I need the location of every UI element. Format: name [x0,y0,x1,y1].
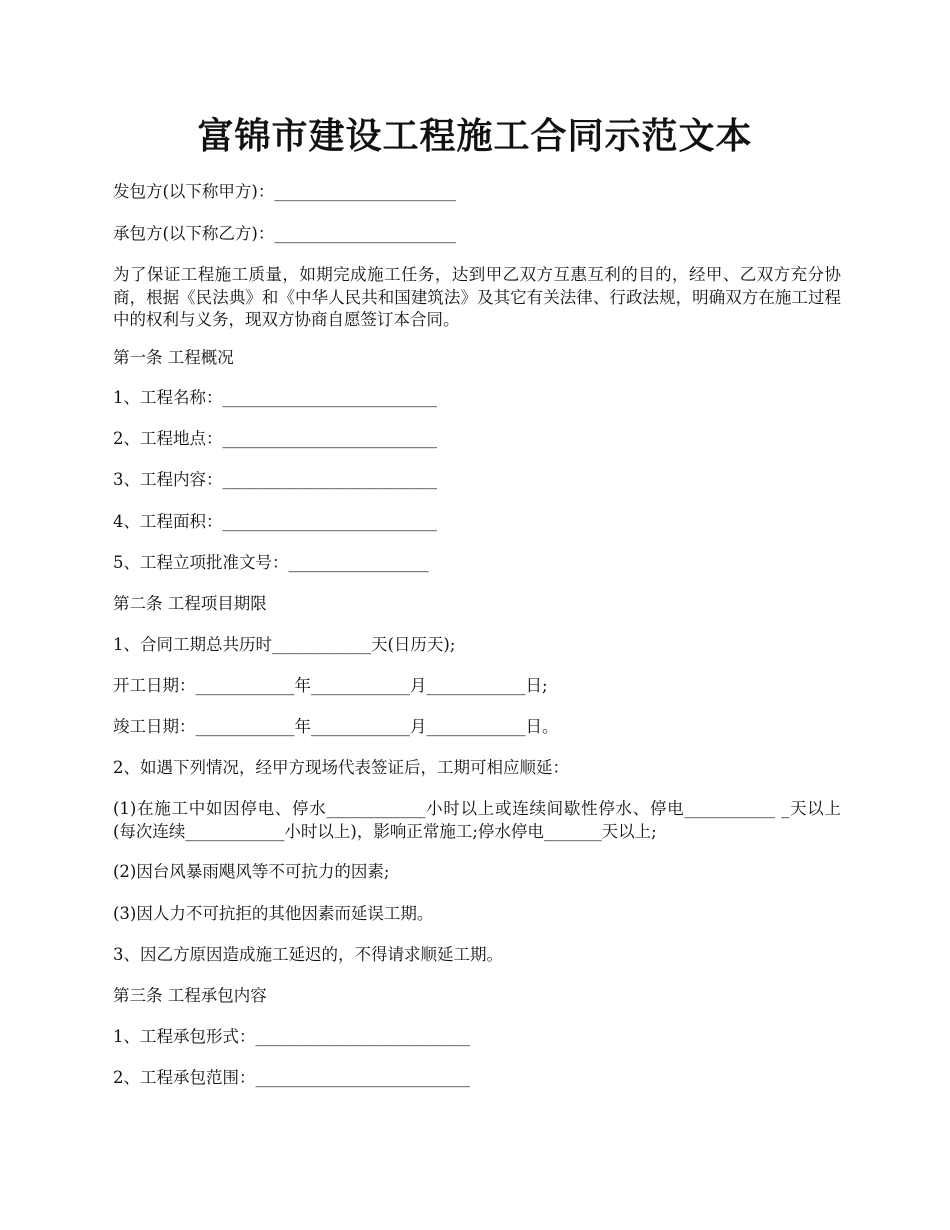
no-extension-line: 3、因乙方原因造成施工延迟的，不得请求顺延工期。 [113,945,503,964]
extension-item-2: (2)因台风暴雨飓风等不可抗力的因素; [113,862,390,881]
project-area-line: 4、工程面积：__________________________ [113,512,437,531]
contract-form-line: 1、工程承包形式：__________________________ [113,1027,470,1046]
project-content-line: 3、工程内容：__________________________ [113,470,437,489]
party-a-line: 发包方(以下称甲方)：______________________ [113,182,456,201]
end-date-line: 竣工日期：____________年____________月____________日。 [113,717,559,736]
party-b-line: 承包方(以下称乙方)：______________________ [113,224,456,243]
duration-line: 1、合同工期总共历时____________天(日历天); [113,635,456,654]
extension-item-1: (1)在施工中如因停电、停水____________小时以上或连续间歇性停水、停电___________ _天以上(每次连续____________小时以上)，影响正常施工;停水停电_______天以上; [113,799,841,841]
extension-item-3: (3)因人力不可抗拒的其他因素而延误工期。 [113,904,434,923]
article-1-heading: 第一条 工程概况 [113,348,234,367]
article-3-heading: 第三条 工程承包内容 [113,986,267,1005]
article-2-heading: 第二条 工程项目期限 [113,594,267,613]
document-title: 富锦市建设工程施工合同示范文本 [197,115,753,157]
contract-scope-line: 2、工程承包范围：__________________________ [113,1068,470,1087]
approval-number-line: 5、工程立项批准文号：_________________ [113,553,429,572]
preamble-paragraph: 为了保证工程施工质量，如期完成施工任务，达到甲乙双方互惠互利的目的，经甲、乙双方充分协商，根据《民法典》和《中华人民共和国建筑法》及其它有关法律、行政法规，明确双方在施工过程中的权利与义务，现双方协商自愿签订本合同。 [113,265,841,329]
extension-intro-line: 2、如遇下列情况，经甲方现场代表签证后，工期可相应顺延： [113,758,569,777]
project-name-line: 1、工程名称：__________________________ [113,388,437,407]
project-location-line: 2、工程地点：__________________________ [113,429,437,448]
start-date-line: 开工日期：____________年____________月____________日; [113,676,548,695]
